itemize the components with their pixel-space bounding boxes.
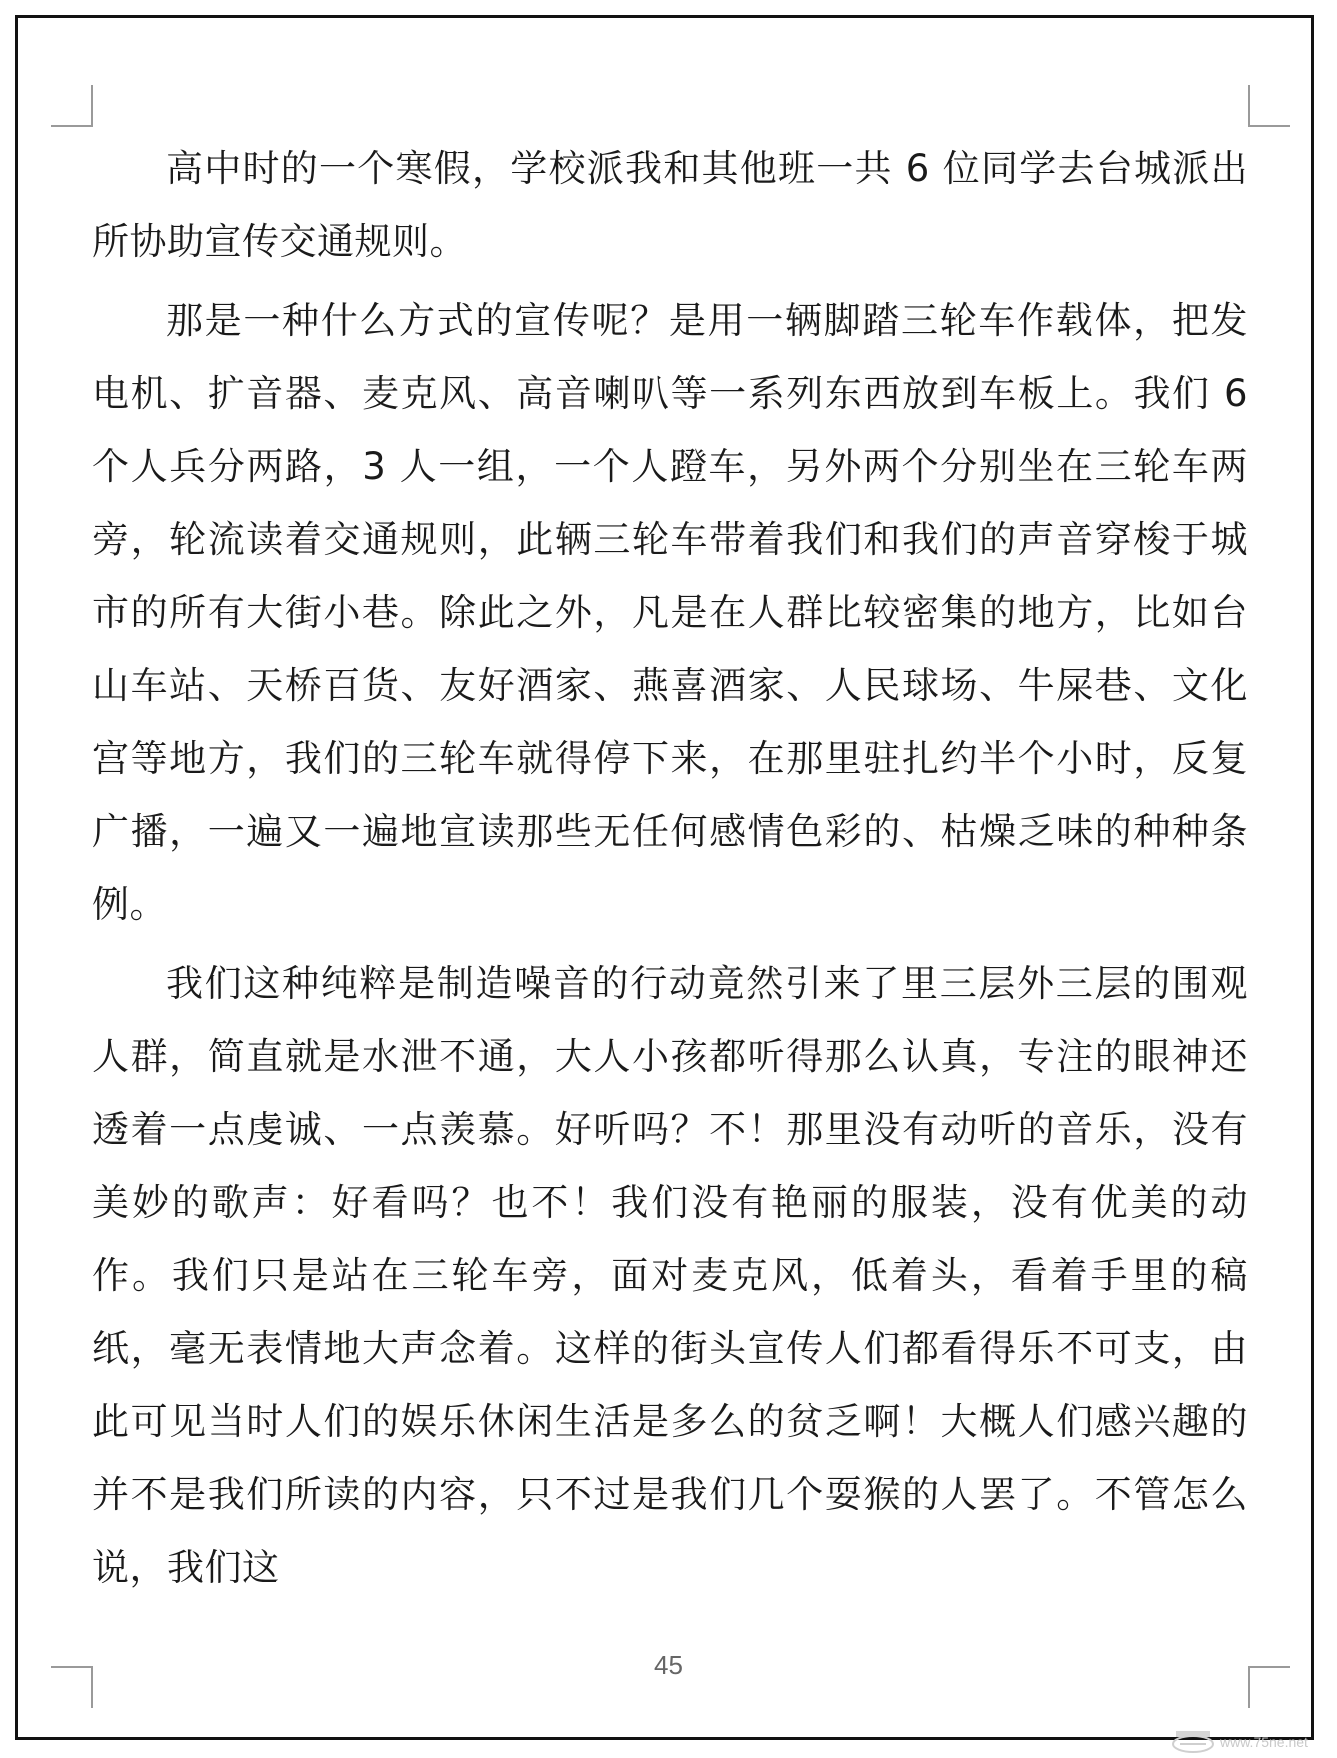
paragraph-3: 我们这种纯粹是制造噪音的行动竟然引来了里三层外三层的围观人群，简直就是水泄不通，大人小孩都听得那么认真，专注的眼神还透着一点虔诚、一点羡慕。好听吗？不！那里没有动听的音乐，没有美妙的歌声：好看吗？也不！我们没有艳丽的服装，没有优美的动作。我们只是站在三轮车旁，面对麦克风，低着头，看着手里的稿纸，毫无表情地大声念着。这样的街头宣传人们都看得乐不可支，由此可见当时人们的娱乐休闲生活是多么的贫乏啊！大概人们感兴趣的并不是我们所读的内容，只不过是我们几个耍猴的人罢了。不管怎么说，我们这 — [92, 962, 1248, 1589]
site-watermark — [1170, 1728, 1332, 1754]
paragraph-1: 高中时的一个寒假，学校派我和其他班一共 6 位同学去台城派出所协助宣传交通规则。 — [92, 147, 1248, 263]
crop-mark-top-right — [1248, 85, 1290, 127]
document-body — [92, 132, 1248, 1610]
watermark-text: www.75ne.net — [1220, 1734, 1308, 1750]
paragraph-2: 那是一种什么方式的宣传呢？是用一辆脚踏三轮车作载体，把发电机、扩音器、麦克风、高音喇叭等一系列东西放到车板上。我们 6 个人兵分两路，3 人一组，一个人蹬车，另外两个分别坐在三轮车两旁，轮流读着交通规则，此辆三轮车带着我们和我们的声音穿梭于城市的所有大街小巷。除此之外，凡是在人群比较密集的地方，比如台山车站、天桥百货、友好酒家、燕喜酒家、人民球场、牛屎巷、文化宫等地方，我们的三轮车就得停下来，在那里驻扎约半个小时，反复广播，一遍又一遍地宣读那些无任何感情色彩的、枯燥乏味的种种条例。 — [92, 299, 1248, 926]
crop-mark-top-left — [51, 85, 93, 127]
page-number: 45 — [654, 1650, 683, 1680]
watermark-logo-icon — [1170, 1728, 1216, 1754]
